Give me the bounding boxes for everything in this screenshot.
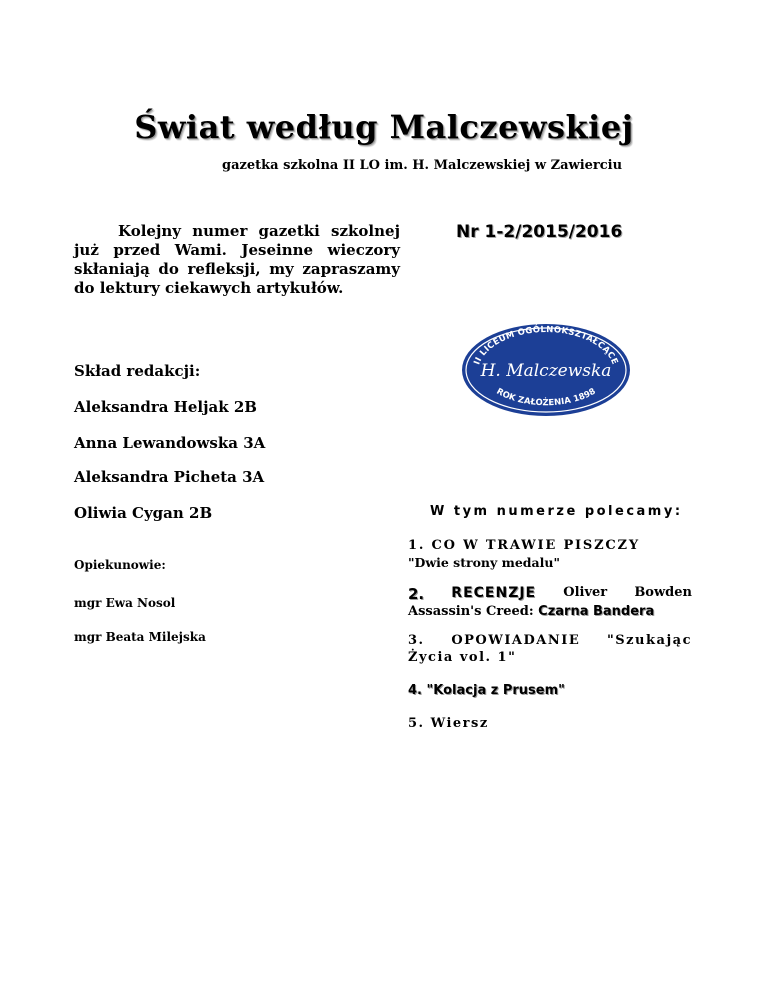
item-1-subtitle: "Dwie strony medalu" [408, 555, 560, 570]
editorial-heading: Skład redakcji: [74, 362, 201, 380]
item-3-label: OPOWIADANIE [451, 633, 581, 648]
item-1-heading: 1. CO W TRAWIE PISZCZY [408, 538, 640, 553]
editorial-member: Oliwia Cygan 2B [74, 504, 213, 522]
recommend-item-4: 4. "Kolacja z Prusem" [408, 683, 565, 698]
editorial-member: Aleksandra Picheta 3A [74, 468, 265, 486]
caretakers-heading: Opiekunowie: [74, 558, 166, 572]
school-logo [460, 322, 632, 418]
page-subtitle: gazetka szkolna II LO im. H. Malczewskiej w Zawierciu [222, 158, 623, 173]
item-2-title-prefix: Assassin's Creed: [408, 604, 539, 619]
recommend-item-2 [408, 585, 692, 619]
editorial-member: Anna Lewandowska 3A [74, 434, 266, 452]
item-2-author-last: Bowden [634, 585, 692, 600]
caretaker-name: mgr Ewa Nosol [74, 596, 176, 610]
logo-name: H. Malczewska [480, 361, 612, 381]
recommend-heading: W tym numerze polecamy: [430, 504, 683, 519]
editorial-member: Aleksandra Heljak 2B [74, 398, 257, 416]
item-3-line2: Życia vol. 1" [408, 650, 517, 665]
recommend-list [408, 538, 692, 731]
item-2-author-first: Oliver [563, 585, 608, 600]
item-2-title: Czarna Bandera [538, 604, 655, 619]
recommend-item-3 [408, 633, 692, 665]
recommend-item-5: 5. Wiersz [408, 716, 489, 731]
issue-number: Nr 1-2/2015/2016 [456, 222, 623, 242]
item-2-label: RECENZJE [451, 585, 537, 601]
item-2-number: 2. [408, 585, 425, 603]
caretaker-name: mgr Beata Milejska [74, 630, 206, 644]
page-title: Świat według Malczewskiej [134, 108, 634, 146]
item-3-quote: "Szukając [607, 633, 692, 648]
item-3-number: 3. [408, 633, 425, 648]
recommend-item-1 [408, 538, 692, 570]
logo-top-text: II LICEUM OGÓLNOKSZTAŁCĄCE [472, 324, 620, 367]
intro-text: Kolejny numer gazetki szkolnej już przed Wami. Jeseinne wieczory skłaniają do refleksji, my zapraszamy do lektury ciekawych artykułów. [74, 222, 400, 297]
logo-bottom-text: ROK ZAŁOŻENIA 1898 [494, 386, 598, 409]
